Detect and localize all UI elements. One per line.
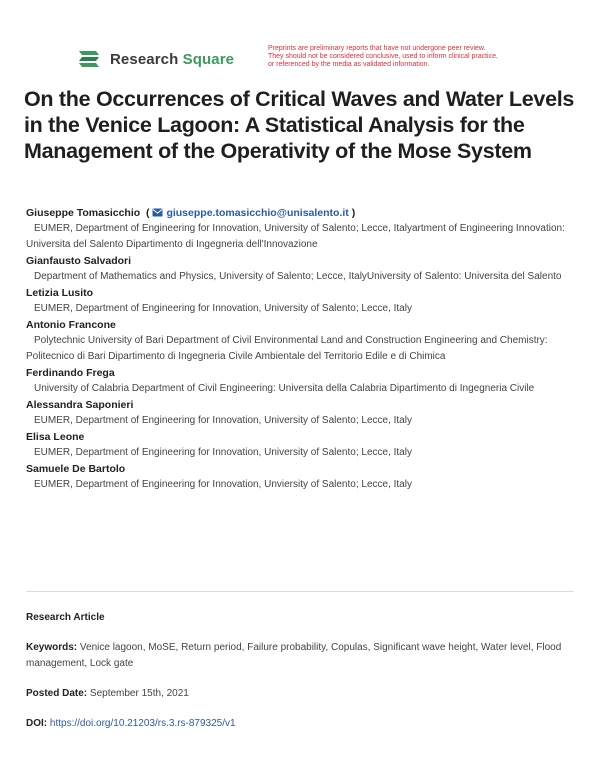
article-type-text: Research Article — [26, 612, 105, 623]
notice-line: Preprints are preliminary reports that have not undergone peer review. — [268, 45, 486, 52]
logo-word-square: Square — [182, 50, 235, 68]
author-name: Antonio Francone — [26, 319, 116, 331]
author-affiliation: EUMER, Department of Engineering for Innovation, Unviersity of Salento; Lecce, Italy — [34, 479, 412, 490]
author-email-group: ( giuseppe.tomasicchio@unisalento.it ) — [143, 207, 356, 219]
author-affiliation: Department of Mathematics and Physics, University of Salento; Lecce, ItalyUniversity of Salento: Universita del Salento — [34, 271, 562, 282]
author-name: Ferdinando Frega — [26, 367, 115, 379]
logo-word-research: Research — [110, 50, 179, 68]
author-affiliation: EUMER, Department of Engineering for Innovation, University of Salento; Lecce, Italy — [34, 303, 412, 314]
author-email-text: giuseppe.tomasicchio@unisalento.it — [166, 207, 349, 219]
notice-line: or referenced by the media as validated information. — [268, 61, 430, 68]
author-name: Giuseppe Tomasicchio — [26, 207, 141, 219]
author-entry — [26, 366, 581, 397]
author-entry — [26, 206, 581, 253]
keywords-label: Keywords: — [26, 642, 78, 653]
doi — [26, 716, 581, 732]
author-entry — [26, 462, 581, 493]
article-type — [26, 610, 581, 626]
author-email-link[interactable] — [152, 207, 348, 219]
author-affiliation: University of Calabria Department of Civil Engineering: Universita della Calabria Dipartimento di Ingegneria Civile — [34, 383, 535, 394]
notice-line: They should not be considered conclusive, used to inform clinical practice, — [268, 53, 498, 60]
author-entry — [26, 318, 581, 365]
author-name: Elisa Leone — [26, 431, 85, 443]
page-header — [0, 0, 600, 80]
author-entry — [26, 430, 581, 461]
envelope-icon — [152, 208, 163, 217]
author-entry — [26, 254, 581, 285]
author-entry — [26, 286, 581, 317]
logo-text — [110, 51, 234, 68]
author-name: Gianfausto Salvadori — [26, 255, 132, 267]
author-list — [26, 206, 581, 494]
author-name: Alessandra Saponieri — [26, 399, 134, 411]
posted-date-label: Posted Date: — [26, 688, 88, 699]
author-affiliation: EUMER, Department of Engineering for Innovation, University of Salento; Lecce, Italy — [34, 447, 412, 458]
author-name: Samuele De Bartolo — [26, 463, 126, 475]
paper-title: On the Occurrences of Critical Waves and Water Levels in the Venice Lagoon: A Statistical Analysis for the Management of the Operativity of the Mose System — [24, 87, 575, 163]
posted-date — [26, 686, 581, 702]
author-affiliation: Polytechnic University of Bari Department of Civil Environmental Land and Construction Engineering and Chemistry: Politecnico di Bari Dipartimento di Ingegneria Civile Ambientale del Territorio Edile e di Chimica — [26, 335, 548, 362]
research-square-logo-icon — [76, 46, 102, 72]
author-name: Letizia Lusito — [26, 287, 94, 299]
author-affiliation: EUMER, Department of Engineering for Innovation, University of Salento; Lecce, Italy — [34, 415, 412, 426]
doi-label: DOI: — [26, 718, 48, 729]
research-square-logo[interactable] — [76, 46, 234, 72]
doi-link[interactable]: https://doi.org/10.21203/rs.3.rs-879325/v1 — [49, 718, 236, 729]
keywords-text: Venice lagoon, MoSE, Return period, Failure probability, Copulas, Significant wave height, Water level, Flood management, Lock gate — [26, 642, 562, 669]
section-divider — [26, 591, 574, 592]
author-entry — [26, 398, 581, 429]
posted-date-value: September 15th, 2021 — [89, 688, 189, 699]
author-affiliation: EUMER, Department of Engineering for Innovation, University of Salento; Lecce, Italyartment of Engineering Innovation: Universita del Salento Dipartimento di Ingegneria dell'Innovazione — [26, 223, 565, 250]
preprint-notice — [268, 45, 568, 69]
author-name-row — [26, 206, 581, 221]
keywords — [26, 640, 581, 672]
